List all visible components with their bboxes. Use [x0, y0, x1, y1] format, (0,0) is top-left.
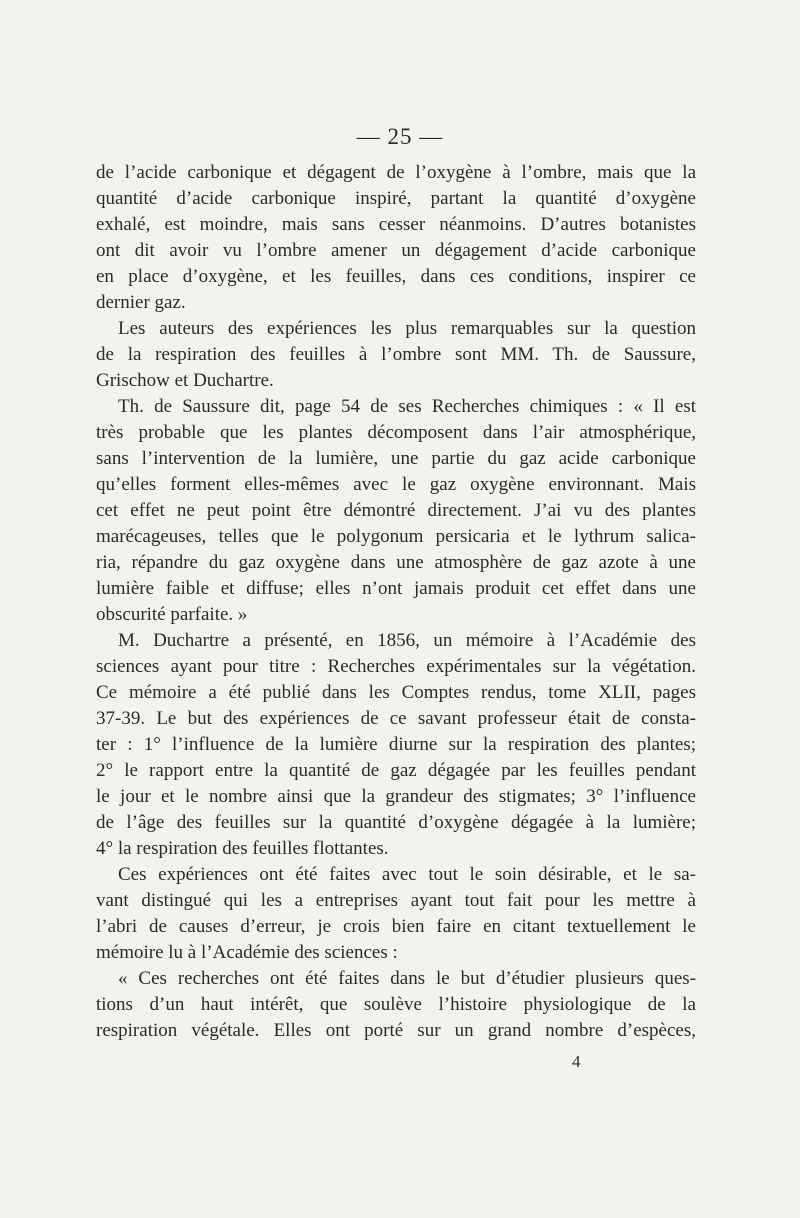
text-line: Grischow et Duchartre. [96, 370, 274, 391]
text-line: dernier gaz. [96, 292, 186, 313]
text-line: mémoire lu à l’Académie des sciences : [96, 942, 398, 963]
text-line: respiration végétale. Elles ont porté sur un grand nombre d’espèces, [96, 1020, 696, 1041]
text-line: cet effet ne peut point être démontré directement. J’ai vu des plantes [96, 500, 696, 521]
text-line: de l’acide carbonique et dégagent de l’oxygène à l’ombre, mais que la [96, 162, 696, 183]
text-line: Th. de Saussure dit, page 54 de ses Recherches chimiques : « Il est [118, 396, 696, 417]
text-line: marécageuses, telles que le polygonum persicaria et le lythrum salica- [96, 526, 696, 547]
text-line: obscurité parfaite. » [96, 604, 248, 625]
signature-mark: 4 [572, 1052, 581, 1071]
text-line: sciences ayant pour titre : Recherches expérimentales sur la végétation. [96, 656, 696, 677]
text-line: 37-39. Le but des expériences de ce savant professeur était de consta- [96, 708, 696, 729]
text-line: quantité d’acide carbonique inspiré, partant la quantité d’oxygène [96, 188, 696, 209]
text-line: qu’elles forment elles-mêmes avec le gaz oxygène environnant. Mais [96, 474, 696, 495]
text-line: « Ces recherches ont été faites dans le but d’étudier plusieurs ques- [118, 968, 696, 989]
text-line: lumière faible et diffuse; elles n’ont jamais produit cet effet dans une [96, 578, 696, 599]
text-line: ter : 1° l’influence de la lumière diurne sur la respiration des plantes; [96, 734, 696, 755]
text-line: 2° le rapport entre la quantité de gaz dégagée par les feuilles pendant [96, 760, 696, 781]
text-line: de l’âge des feuilles sur la quantité d’oxygène dégagée à la lumière; [96, 812, 696, 833]
text-line: vant distingué qui les a entreprises ayant tout fait pour les mettre à [96, 890, 696, 911]
text-line: M. Duchartre a présenté, en 1856, un mémoire à l’Académie des [118, 630, 696, 651]
text-line: Les auteurs des expériences les plus remarquables sur la question [118, 318, 696, 339]
text-line: très probable que les plantes décomposent dans l’air atmosphérique, [96, 422, 696, 443]
text-line: en place d’oxygène, et les feuilles, dans ces conditions, inspirer ce [96, 266, 696, 287]
text-line: exhalé, est moindre, mais sans cesser néanmoins. D’autres botanistes [96, 214, 696, 235]
text-line: Ce mémoire a été publié dans les Comptes rendus, tome XLII, pages [96, 682, 696, 703]
body-text [96, 160, 696, 1044]
text-line: ont dit avoir vu l’ombre amener un dégagement d’acide carbonique [96, 240, 696, 261]
text-line: 4° la respiration des feuilles flottantes. [96, 838, 389, 859]
text-line: tions d’un haut intérêt, que soulève l’histoire physiologique de la [96, 994, 696, 1015]
text-line: l’abri de causes d’erreur, je crois bien faire en citant textuellement le [96, 916, 696, 937]
text-line: sans l’intervention de la lumière, une partie du gaz acide carbonique [96, 448, 696, 469]
text-line: de la respiration des feuilles à l’ombre sont MM. Th. de Saussure, [96, 344, 696, 365]
text-line: Ces expériences ont été faites avec tout le soin désirable, et le sa- [118, 864, 696, 885]
text-line: ria, répandre du gaz oxygène dans une atmosphère de gaz azote à une [96, 552, 696, 573]
text-line: le jour et le nombre ainsi que la grandeur des stigmates; 3° l’influence [96, 786, 696, 807]
page-number-header: — 25 — [356, 124, 444, 149]
